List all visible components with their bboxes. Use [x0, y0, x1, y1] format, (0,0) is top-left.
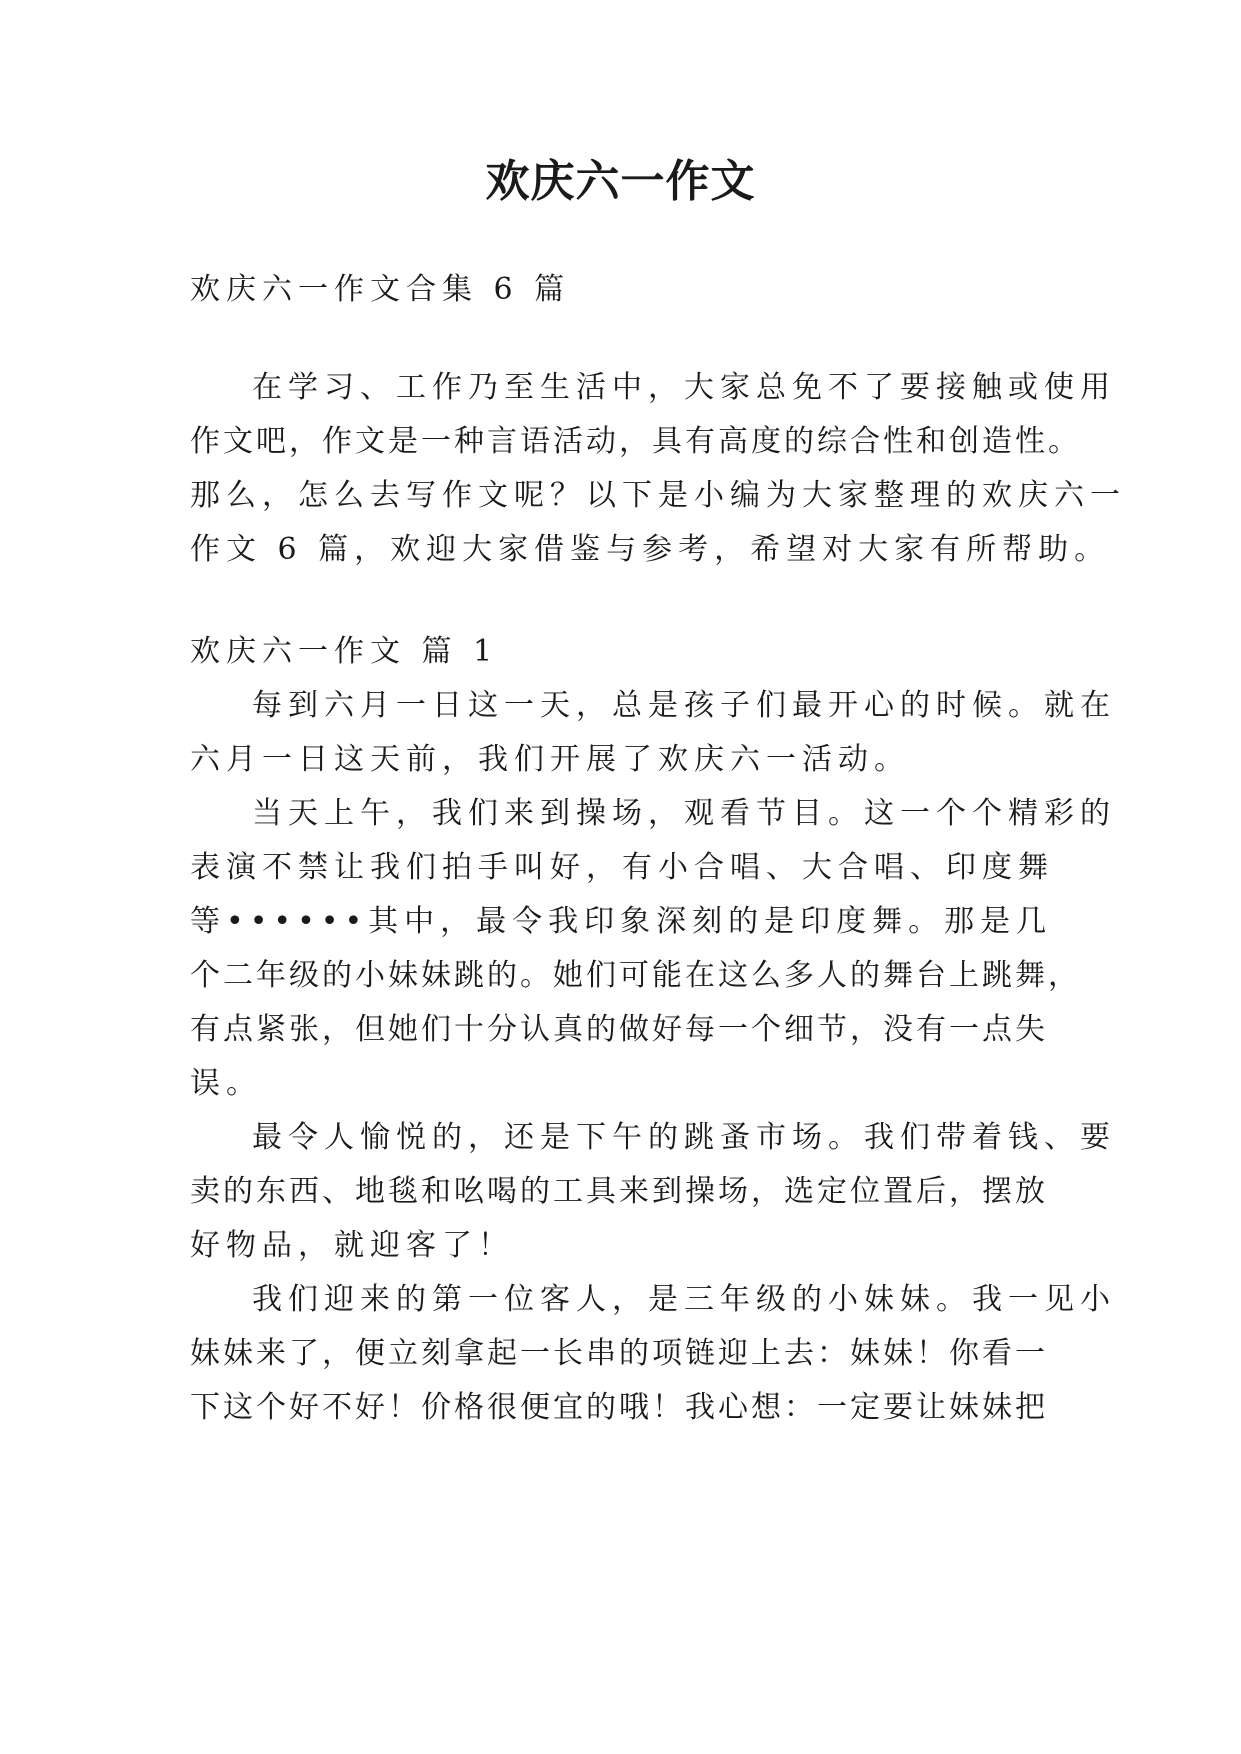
collection-heading: 欢庆六一作文合集 6 篇	[190, 272, 571, 307]
intro-line: 作文吧，作文是一种言语活动，具有高度的综合性和创造性。	[190, 424, 1081, 459]
document-title: 欢庆六一作文	[485, 156, 756, 207]
body-line: 最令人愉悦的，还是下午的跳蚤市场。我们带着钱、要	[252, 1120, 1116, 1155]
body-line: 六月一日这天前，我们开展了欢庆六一活动。	[190, 742, 910, 777]
body-line: 当天上午，我们来到操场，观看节目。这一个个精彩的	[252, 796, 1116, 831]
body-line: 有点紧张，但她们十分认真的做好每一个细节，没有一点失	[190, 1012, 1048, 1047]
body-line: 等••••••其中，最令我印象深刻的是印度舞。那是几	[190, 904, 1053, 939]
body-line: 下这个好不好！价格很便宜的哦！我心想：一定要让妹妹把	[190, 1390, 1048, 1425]
body-line: 卖的东西、地毯和吆喝的工具来到操场，选定位置后，摆放	[190, 1174, 1048, 1209]
body-line: 我们迎来的第一位客人，是三年级的小妹妹。我一见小	[252, 1282, 1116, 1317]
body-line: 表演不禁让我们拍手叫好，有小合唱、大合唱、印度舞	[190, 850, 1054, 885]
body-line: 误。	[190, 1066, 262, 1101]
intro-line: 那么，怎么去写作文呢？以下是小编为大家整理的欢庆六一	[190, 478, 1126, 513]
intro-line: 在学习、工作乃至生活中，大家总免不了要接触或使用	[252, 370, 1116, 405]
body-line: 个二年级的小妹妹跳的。她们可能在这么多人的舞台上跳舞，	[190, 958, 1081, 993]
body-line: 妹妹来了，便立刻拿起一长串的项链迎上去：妹妹！你看一	[190, 1336, 1048, 1371]
intro-line: 作文 6 篇，欢迎大家借鉴与参考，希望对大家有所帮助。	[190, 532, 1111, 567]
body-line: 每到六月一日这一天，总是孩子们最开心的时候。就在	[252, 688, 1116, 723]
section-heading: 欢庆六一作文 篇 1	[190, 634, 499, 669]
body-line: 好物品，就迎客了！	[190, 1228, 514, 1263]
